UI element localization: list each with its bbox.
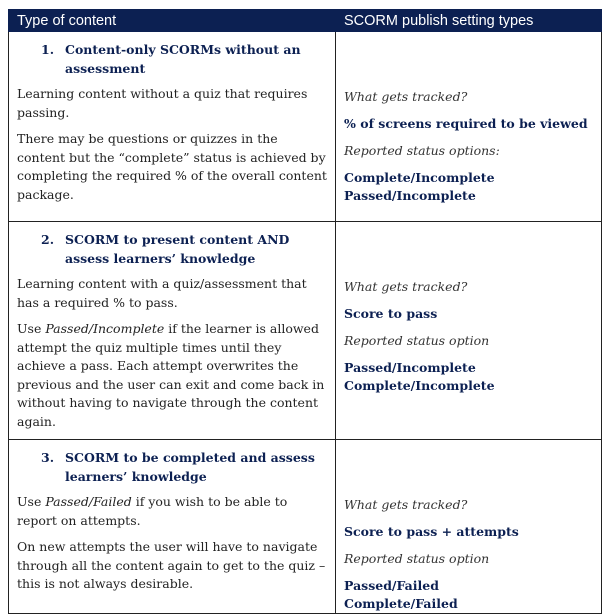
- content-type-cell: [9, 222, 336, 440]
- setting-cell: [336, 32, 602, 222]
- description-paragraph: Use Passed/Incomplete if the learner is allowed attempt the quiz multiple times until they achieve a pass. Each attempt overwrites the previous and the user can exit and come back in without having to navigate through the content again.: [17, 321, 325, 429]
- table-row: [9, 440, 602, 614]
- description-paragraph: Learning content with a quiz/assessment that has a required % to pass.: [17, 276, 307, 310]
- table-row: [9, 32, 602, 222]
- setting-emphasis: Passed/Failed: [45, 494, 132, 509]
- scorm-settings-table: [8, 9, 602, 614]
- tracked-label: What gets tracked?: [344, 89, 468, 104]
- description-paragraph: Use Passed/Failed if you wish to be able to report on attempts.: [17, 494, 288, 528]
- header-scorm-setting-types: SCORM publish setting types: [336, 10, 602, 32]
- tracked-label: What gets tracked?: [344, 497, 468, 512]
- row-number: 1.: [41, 42, 55, 57]
- status-value: Passed/Incomplete: [344, 188, 476, 203]
- content-type-cell: [9, 32, 336, 222]
- description-paragraph: Learning content without a quiz that requires passing.: [17, 86, 308, 120]
- row-title: Content-only SCORMs without an assessment: [65, 42, 301, 76]
- status-label: Reported status option: [344, 551, 490, 566]
- tracked-label: What gets tracked?: [344, 279, 468, 294]
- setting-emphasis: Passed/Incomplete: [45, 321, 165, 336]
- table-row: [9, 222, 602, 440]
- table-header-row: [9, 10, 602, 32]
- status-value: Complete/Failed: [344, 596, 458, 611]
- content-type-cell: [9, 440, 336, 614]
- status-value: Passed/Failed: [344, 578, 439, 593]
- status-label: Reported status options:: [344, 143, 500, 158]
- tracked-value: Score to pass: [344, 306, 438, 321]
- status-value: Passed/Incomplete: [344, 360, 476, 375]
- tracked-value: % of screens required to be viewed: [344, 116, 588, 131]
- row-heading: [17, 40, 328, 78]
- row-title: SCORM to be completed and assess learners’ knowledge: [65, 450, 315, 484]
- setting-cell: [336, 440, 602, 614]
- row-heading: [17, 448, 328, 486]
- row-number: 3.: [41, 450, 55, 465]
- description-paragraph: There may be questions or quizzes in the content but the “complete” status is achieved by completing the required % of the overall content package.: [17, 131, 327, 202]
- tracked-value: Score to pass + attempts: [344, 524, 519, 539]
- status-value: Complete/Incomplete: [344, 170, 495, 185]
- row-number: 2.: [41, 232, 55, 247]
- header-type-of-content: Type of content: [9, 10, 336, 32]
- status-value: Complete/Incomplete: [344, 378, 495, 393]
- setting-cell: [336, 222, 602, 440]
- row-title: SCORM to present content AND assess learners’ knowledge: [65, 232, 290, 266]
- status-label: Reported status option: [344, 333, 490, 348]
- description-paragraph: On new attempts the user will have to navigate through all the content again to get to the quiz – this is not always desirable.: [17, 539, 326, 591]
- row-heading: [17, 230, 328, 268]
